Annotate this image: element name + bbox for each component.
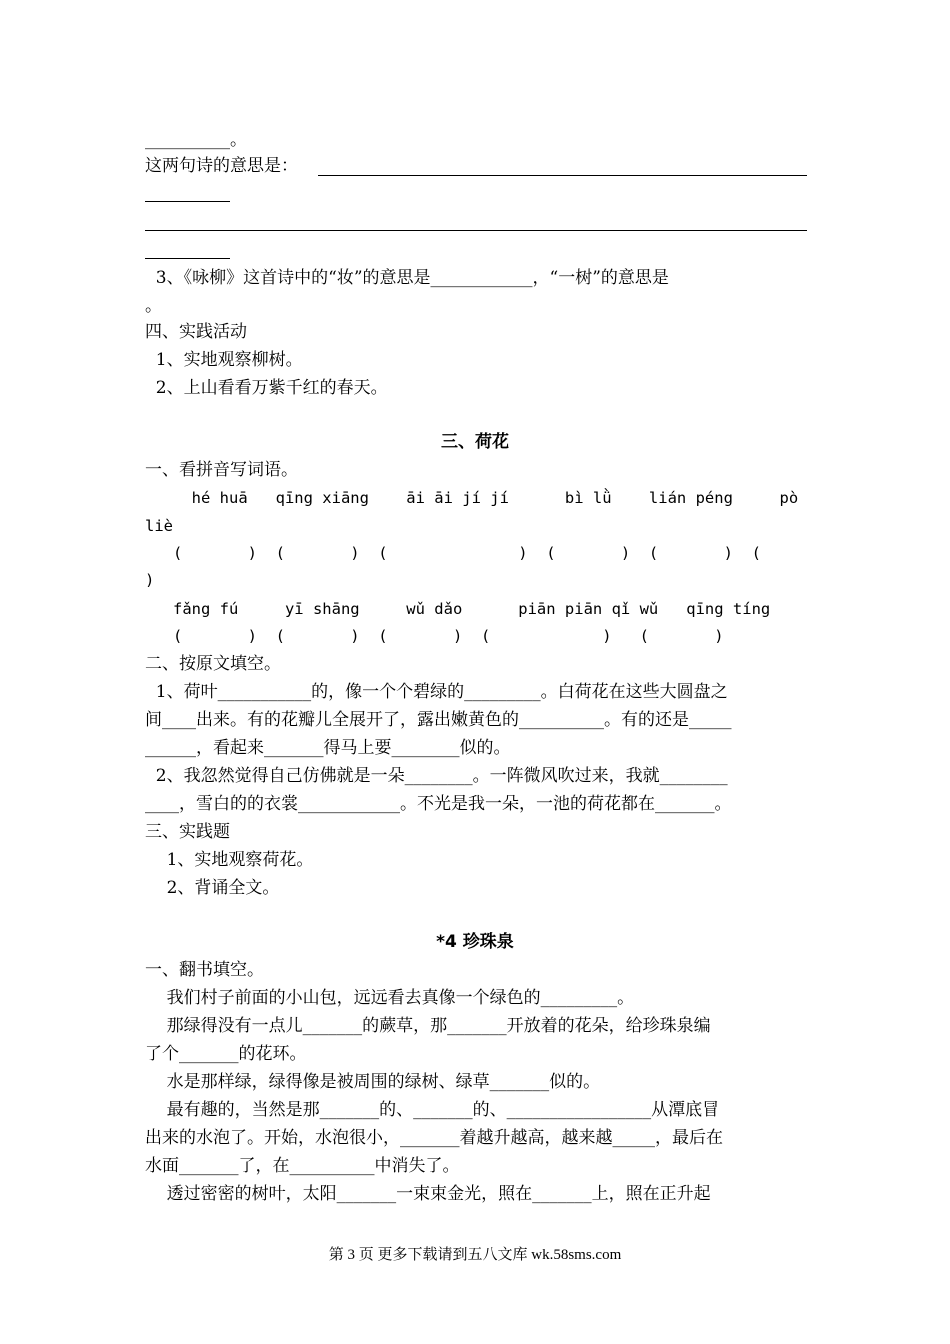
question-line: 最有趣的，当然是那_______的、_______的、_________________从潭底冒 xyxy=(145,1100,720,1120)
section-heading: 二、按原文填空。 xyxy=(145,654,281,674)
lesson-title: 三、荷花 xyxy=(441,432,509,452)
question-line: 2、我忽然觉得自己仿佛就是一朵________。一阵微风吹过来，我就________ xyxy=(145,766,728,786)
question-line: 那绿得没有一点儿_______的蕨草，那_______开放着的花朵，给珍珠泉编 xyxy=(145,1016,711,1036)
answer-brackets: ( ) ( ) ( ) ( ) ( ) xyxy=(145,627,724,645)
section-heading: 三、实践题 xyxy=(145,822,230,842)
question-line: 了个_______的花环。 xyxy=(145,1044,307,1064)
question-line: 透过密密的树叶，太阳_______一束束金光，照在_______上，照在正升起 xyxy=(145,1184,711,1204)
pinyin-line: hé huā qīng xiāng āi āi jí jí bì lǜ lián péng pò xyxy=(145,489,799,507)
question-line: ____，雪白的的衣裳____________。不光是我一朵，一池的荷花都在_______。 xyxy=(145,794,732,814)
answer-rule xyxy=(145,258,230,259)
text-line: __________。 xyxy=(145,130,247,150)
question-line: 1、荷叶___________的，像一个个碧绿的_________。白荷花在这些大圆盘之 xyxy=(145,682,728,702)
question-line: 间____出来。有的花瓣儿全展开了，露出嫩黄色的__________。有的还是_____ xyxy=(145,710,732,730)
answer-brackets: ) xyxy=(145,571,155,589)
answer-rule xyxy=(145,201,230,202)
page-footer: 第 3 页 更多下载请到五八文库 wk.58sms.com xyxy=(328,1247,622,1263)
list-item: 1、实地观察柳树。 xyxy=(145,350,303,370)
list-item: 2、背诵全文。 xyxy=(145,878,280,898)
question-line: 我们村子前面的小山包，远远看去真像一个绿色的_________。 xyxy=(145,988,635,1008)
list-item: 1、实地观察荷花。 xyxy=(145,850,314,870)
question-line: 出来的水泡了。开始，水泡很小，_______着越升越高，越来越_____，最后在 xyxy=(145,1128,723,1148)
question-line: 3、《咏柳》这首诗中的“妆”的意思是____________，“一树”的意思是 xyxy=(145,268,669,288)
section-heading: 一、翻书填空。 xyxy=(145,960,264,980)
question-line: 水是那样绿，绿得像是被周围的绿树、绿草_______似的。 xyxy=(145,1072,601,1092)
text-line: 。 xyxy=(145,296,162,316)
lesson-title: *4 珍珠泉 xyxy=(436,932,514,952)
list-item: 2、上山看看万紫千红的春天。 xyxy=(145,378,388,398)
question-line: 水面_______了，在__________中消失了。 xyxy=(145,1156,460,1176)
pinyin-line: fǎng fú yī shāng wǔ dǎo piān piān qǐ wǔ qīng tíng xyxy=(145,600,771,618)
question-line: ______，看起来_______得马上要________似的。 xyxy=(145,738,511,758)
text-line: 这两句诗的意思是： xyxy=(145,156,298,176)
section-heading: 一、看拼音写词语。 xyxy=(145,460,298,480)
answer-brackets: ( ) ( ) ( ) ( ) ( ) ( xyxy=(145,544,761,562)
pinyin-line: liè xyxy=(145,517,173,535)
answer-rule xyxy=(145,230,807,231)
section-heading: 四、实践活动 xyxy=(145,322,247,342)
answer-rule xyxy=(318,175,807,176)
